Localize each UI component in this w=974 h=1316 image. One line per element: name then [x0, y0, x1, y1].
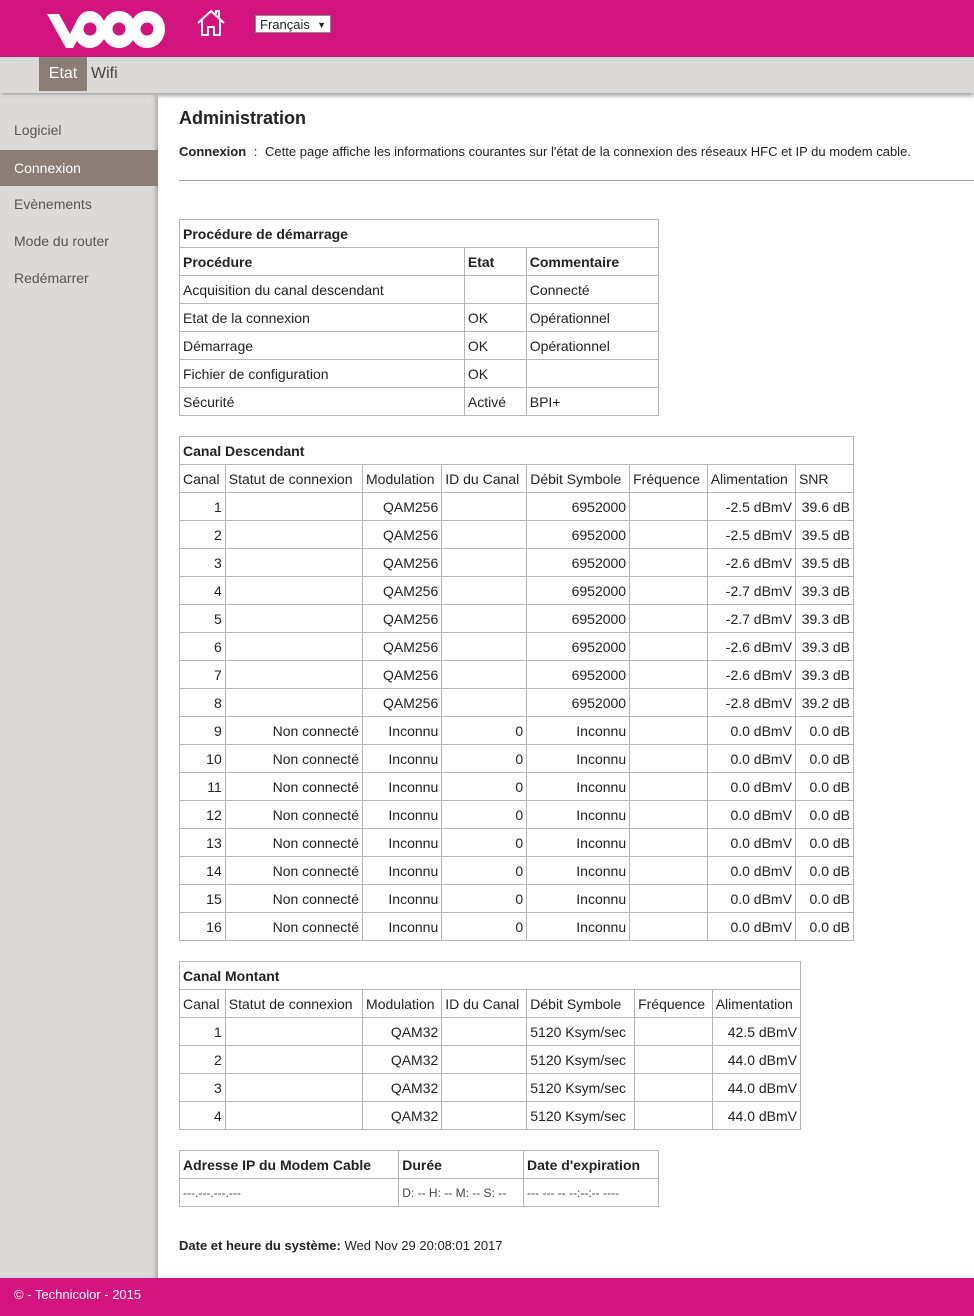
table-cell: 6952000: [527, 605, 630, 633]
table-cell: [630, 773, 708, 801]
lease-duration-value: D: -- H: -- M: -- S: --: [399, 1179, 524, 1207]
table-cell: QAM256: [363, 605, 442, 633]
table-cell: Inconnu: [363, 745, 442, 773]
table-cell: Inconnu: [363, 773, 442, 801]
table-row: [180, 1018, 801, 1046]
table-cell: 1: [180, 1018, 226, 1046]
table-cell: [630, 829, 708, 857]
home-icon[interactable]: [195, 8, 227, 38]
tab-wifi[interactable]: Wifi: [91, 65, 118, 82]
table-cell: Démarrage: [180, 332, 465, 360]
table-cell: QAM256: [363, 549, 442, 577]
table-cell: 0: [442, 913, 527, 941]
table-cell: 10: [180, 745, 226, 773]
table-cell: 39.3 dB: [795, 661, 853, 689]
table-cell: [225, 689, 362, 717]
table-cell: QAM256: [363, 689, 442, 717]
top-tabs: [0, 57, 974, 93]
table-cell: QAM256: [363, 493, 442, 521]
description-separator: :: [253, 144, 258, 159]
table-cell: Non connecté: [225, 717, 362, 745]
table-cell: 2: [180, 1046, 226, 1074]
column-header: Alimentation: [707, 465, 795, 493]
table-cell: Activé: [464, 388, 526, 416]
table-cell: 0.0 dB: [795, 829, 853, 857]
table-cell: [630, 493, 708, 521]
table-row: [180, 493, 854, 521]
table-cell: 6952000: [527, 521, 630, 549]
column-header: Débit Symbole: [527, 990, 635, 1018]
table-row: [180, 304, 659, 332]
table-cell: [442, 577, 527, 605]
table-cell: 4: [180, 1102, 226, 1130]
table-caption: Canal Descendant: [180, 437, 854, 465]
table-cell: Inconnu: [527, 857, 630, 885]
column-header: SNR: [795, 465, 853, 493]
table-cell: 16: [180, 913, 226, 941]
divider: [179, 180, 974, 181]
table-cell: Non connecté: [225, 857, 362, 885]
table-cell: Inconnu: [363, 857, 442, 885]
table-cell: Inconnu: [363, 885, 442, 913]
table-row: [180, 577, 854, 605]
sidebar-item-evenements[interactable]: Evènements: [14, 196, 92, 212]
table-cell: [442, 493, 527, 521]
table-cell: 6952000: [527, 493, 630, 521]
system-datetime-value: Wed Nov 29 20:08:01 2017: [344, 1238, 503, 1253]
page-description: [179, 144, 911, 159]
table-row: [180, 388, 659, 416]
table-cell: 6: [180, 633, 226, 661]
table-cell: [442, 1102, 527, 1130]
table-cell: [442, 1074, 527, 1102]
table-cell: 9: [180, 717, 226, 745]
table-cell: 0.0 dB: [795, 913, 853, 941]
table-cell: QAM32: [363, 1102, 442, 1130]
table-cell: 0: [442, 885, 527, 913]
table-cell: Inconnu: [527, 773, 630, 801]
table-cell: [225, 521, 362, 549]
table-cell: 39.6 dB: [795, 493, 853, 521]
modem-ip-value: ---.---.---.---: [180, 1179, 399, 1207]
table-cell: [442, 689, 527, 717]
table-caption: Procédure de démarrage: [180, 220, 659, 248]
upstream-body: [180, 962, 801, 1130]
column-header: Statut de connexion: [225, 990, 362, 1018]
modem-ip-table: [179, 1150, 659, 1207]
table-cell: 8: [180, 689, 226, 717]
table-cell: [225, 605, 362, 633]
table-cell: Sécurité: [180, 388, 465, 416]
table-cell: [630, 689, 708, 717]
header: [0, 0, 974, 57]
table-cell: Inconnu: [527, 913, 630, 941]
table-cell: [442, 1046, 527, 1074]
table-row: [180, 332, 659, 360]
table-cell: 44.0 dBmV: [712, 1046, 800, 1074]
table-cell: 0.0 dBmV: [707, 801, 795, 829]
table-cell: 0: [442, 829, 527, 857]
table-cell: Inconnu: [527, 745, 630, 773]
table-cell: 0.0 dBmV: [707, 773, 795, 801]
table-cell: 6952000: [527, 549, 630, 577]
column-header: Fréquence: [635, 990, 713, 1018]
description-text: Cette page affiche les informations courantes sur l'état de la connexion des réseaux HFC et IP du modem cable.: [265, 144, 911, 159]
table-cell: [630, 885, 708, 913]
table-cell: [635, 1046, 713, 1074]
table-cell: [630, 913, 708, 941]
table-cell: 0.0 dB: [795, 717, 853, 745]
table-cell: [225, 1018, 362, 1046]
table-cell: 39.5 dB: [795, 521, 853, 549]
table-row: [180, 773, 854, 801]
table-row: [180, 829, 854, 857]
table-cell: 0.0 dBmV: [707, 829, 795, 857]
table-cell: [225, 633, 362, 661]
sidebar-item-connexion[interactable]: Connexion: [0, 150, 158, 186]
table-cell: Inconnu: [527, 717, 630, 745]
table-cell: Opérationnel: [526, 332, 658, 360]
table-row: [180, 913, 854, 941]
table-caption: Canal Montant: [180, 962, 801, 990]
table-cell: -2.6 dBmV: [707, 633, 795, 661]
table-cell: [635, 1074, 713, 1102]
table-row: [180, 276, 659, 304]
system-datetime-label: Date et heure du système:: [179, 1238, 341, 1253]
language-value: Français: [260, 17, 310, 32]
table-cell: [225, 1102, 362, 1130]
column-header: Débit Symbole: [527, 465, 630, 493]
table-cell: [225, 549, 362, 577]
table-cell: 6952000: [527, 577, 630, 605]
table-cell: 0.0 dBmV: [707, 913, 795, 941]
table-cell: QAM256: [363, 633, 442, 661]
tab-etat[interactable]: Etat: [39, 57, 87, 91]
table-cell: Non connecté: [225, 829, 362, 857]
table-cell: 5120 Ksym/sec: [527, 1102, 635, 1130]
table-row: [180, 1046, 801, 1074]
table-cell: -2.7 dBmV: [707, 605, 795, 633]
table-cell: [630, 717, 708, 745]
voo-logo[interactable]: [44, 2, 166, 52]
table-cell: OK: [464, 360, 526, 388]
table-cell: Connecté: [526, 276, 658, 304]
column-header: ID du Canal: [442, 465, 527, 493]
table-cell: 15: [180, 885, 226, 913]
system-datetime: [179, 1238, 503, 1253]
table-cell: QAM256: [363, 521, 442, 549]
table-cell: 0.0 dB: [795, 801, 853, 829]
table-cell: [635, 1102, 713, 1130]
table-cell: [630, 801, 708, 829]
table-row: [180, 1074, 801, 1102]
downstream-channel-table: [179, 436, 854, 941]
table-cell: [630, 633, 708, 661]
table-cell: Non connecté: [225, 745, 362, 773]
table-cell: QAM32: [363, 1018, 442, 1046]
table-cell: 39.3 dB: [795, 633, 853, 661]
table-cell: 4: [180, 577, 226, 605]
table-cell: [442, 661, 527, 689]
table-cell: 44.0 dBmV: [712, 1074, 800, 1102]
table-cell: Non connecté: [225, 913, 362, 941]
table-cell: QAM32: [363, 1074, 442, 1102]
table-row: [180, 661, 854, 689]
table-cell: [630, 521, 708, 549]
table-cell: 0.0 dBmV: [707, 885, 795, 913]
table-cell: QAM32: [363, 1046, 442, 1074]
table-cell: [225, 1046, 362, 1074]
table-cell: Etat de la connexion: [180, 304, 465, 332]
table-cell: 0: [442, 717, 527, 745]
table-row: [180, 605, 854, 633]
table-cell: Inconnu: [363, 717, 442, 745]
table-cell: 39.3 dB: [795, 605, 853, 633]
table-row: [180, 549, 854, 577]
sidebar-item-redemarrer[interactable]: Redémarrer: [14, 270, 89, 286]
column-header: Durée: [399, 1151, 524, 1179]
table-cell: 13: [180, 829, 226, 857]
table-cell: 0: [442, 745, 527, 773]
table-row: [180, 745, 854, 773]
table-cell: 1: [180, 493, 226, 521]
table-cell: -2.5 dBmV: [707, 493, 795, 521]
column-header: Alimentation: [712, 990, 800, 1018]
table-cell: 0.0 dBmV: [707, 857, 795, 885]
table-cell: 0: [442, 773, 527, 801]
table-row: [180, 885, 854, 913]
table-cell: QAM256: [363, 661, 442, 689]
chevron-down-icon: ▼: [317, 20, 326, 30]
column-header: Commentaire: [526, 248, 658, 276]
table-cell: 11: [180, 773, 226, 801]
downstream-body: [180, 437, 854, 941]
table-cell: [225, 577, 362, 605]
table-cell: [630, 549, 708, 577]
table-cell: 0.0 dB: [795, 857, 853, 885]
column-header: Date d'expiration: [524, 1151, 659, 1179]
language-select[interactable]: [255, 15, 331, 33]
table-cell: [442, 549, 527, 577]
table-cell: 0: [442, 857, 527, 885]
column-header: Fréquence: [630, 465, 708, 493]
table-cell: -2.5 dBmV: [707, 521, 795, 549]
table-cell: [630, 661, 708, 689]
table-cell: 0: [442, 801, 527, 829]
table-cell: QAM256: [363, 577, 442, 605]
table-cell: Inconnu: [363, 829, 442, 857]
table-row: [180, 360, 659, 388]
table-cell: Non connecté: [225, 885, 362, 913]
footer: © - Technicolor - 2015: [0, 1278, 974, 1316]
column-header: Procédure: [180, 248, 465, 276]
table-cell: Non connecté: [225, 801, 362, 829]
table-cell: 3: [180, 1074, 226, 1102]
table-cell: 14: [180, 857, 226, 885]
table-cell: Inconnu: [527, 801, 630, 829]
sidebar-item-mode-router[interactable]: Mode du router: [14, 233, 109, 249]
table-cell: [225, 1074, 362, 1102]
table-row: [180, 1179, 659, 1207]
table-cell: 3: [180, 549, 226, 577]
table-cell: BPI+: [526, 388, 658, 416]
table-cell: [442, 521, 527, 549]
table-row: [180, 1102, 801, 1130]
column-header: Modulation: [363, 990, 442, 1018]
table-cell: Inconnu: [363, 913, 442, 941]
table-cell: 39.2 dB: [795, 689, 853, 717]
table-cell: 5120 Ksym/sec: [527, 1074, 635, 1102]
table-cell: 0.0 dB: [795, 773, 853, 801]
column-header: Statut de connexion: [225, 465, 362, 493]
table-cell: [442, 1018, 527, 1046]
description-label: Connexion: [179, 144, 247, 159]
table-cell: 42.5 dBmV: [712, 1018, 800, 1046]
sidebar: [0, 95, 158, 1278]
table-row: [180, 633, 854, 661]
expiration-date-value: --- --- -- --:--:-- ----: [524, 1179, 659, 1207]
table-cell: [526, 360, 658, 388]
table-row: [180, 521, 854, 549]
table-cell: 12: [180, 801, 226, 829]
table-cell: 0.0 dB: [795, 745, 853, 773]
table-cell: 0.0 dBmV: [707, 745, 795, 773]
table-cell: -2.6 dBmV: [707, 549, 795, 577]
table-cell: -2.6 dBmV: [707, 661, 795, 689]
table-cell: OK: [464, 332, 526, 360]
table-cell: 6952000: [527, 689, 630, 717]
boot-procedure-table: [179, 219, 659, 416]
table-cell: Opérationnel: [526, 304, 658, 332]
table-cell: [630, 857, 708, 885]
column-header: Canal: [180, 465, 226, 493]
table-cell: Acquisition du canal descendant: [180, 276, 465, 304]
table-cell: 7: [180, 661, 226, 689]
table-cell: [225, 661, 362, 689]
table-cell: 39.3 dB: [795, 577, 853, 605]
table-cell: [630, 605, 708, 633]
column-header: ID du Canal: [442, 990, 527, 1018]
page-title: Administration: [179, 108, 307, 128]
table-cell: 6952000: [527, 661, 630, 689]
table-cell: 0.0 dB: [795, 885, 853, 913]
table-cell: Non connecté: [225, 773, 362, 801]
column-header: Etat: [464, 248, 526, 276]
table-cell: 6952000: [527, 633, 630, 661]
table-cell: [630, 577, 708, 605]
table-cell: OK: [464, 304, 526, 332]
upstream-channel-table: [179, 961, 801, 1130]
table-cell: Inconnu: [363, 801, 442, 829]
table-cell: Inconnu: [527, 829, 630, 857]
column-header: Canal: [180, 990, 226, 1018]
table-row: [180, 857, 854, 885]
table-cell: 44.0 dBmV: [712, 1102, 800, 1130]
table-cell: [635, 1018, 713, 1046]
table-cell: [225, 493, 362, 521]
table-cell: 39.5 dB: [795, 549, 853, 577]
table-row: [180, 801, 854, 829]
table-cell: Inconnu: [527, 885, 630, 913]
table-cell: Fichier de configuration: [180, 360, 465, 388]
table-cell: 2: [180, 521, 226, 549]
table-row: [180, 717, 854, 745]
table-cell: -2.7 dBmV: [707, 577, 795, 605]
sidebar-item-logiciel[interactable]: Logiciel: [14, 122, 62, 138]
table-cell: 0.0 dBmV: [707, 717, 795, 745]
table-cell: [630, 745, 708, 773]
table-cell: 5120 Ksym/sec: [527, 1018, 635, 1046]
column-header: Modulation: [363, 465, 442, 493]
table-cell: [442, 633, 527, 661]
column-header: Adresse IP du Modem Cable: [180, 1151, 399, 1179]
table-cell: 5: [180, 605, 226, 633]
table-cell: -2.8 dBmV: [707, 689, 795, 717]
table-cell: [464, 276, 526, 304]
table-cell: 5120 Ksym/sec: [527, 1046, 635, 1074]
table-cell: [442, 605, 527, 633]
table-row: [180, 689, 854, 717]
